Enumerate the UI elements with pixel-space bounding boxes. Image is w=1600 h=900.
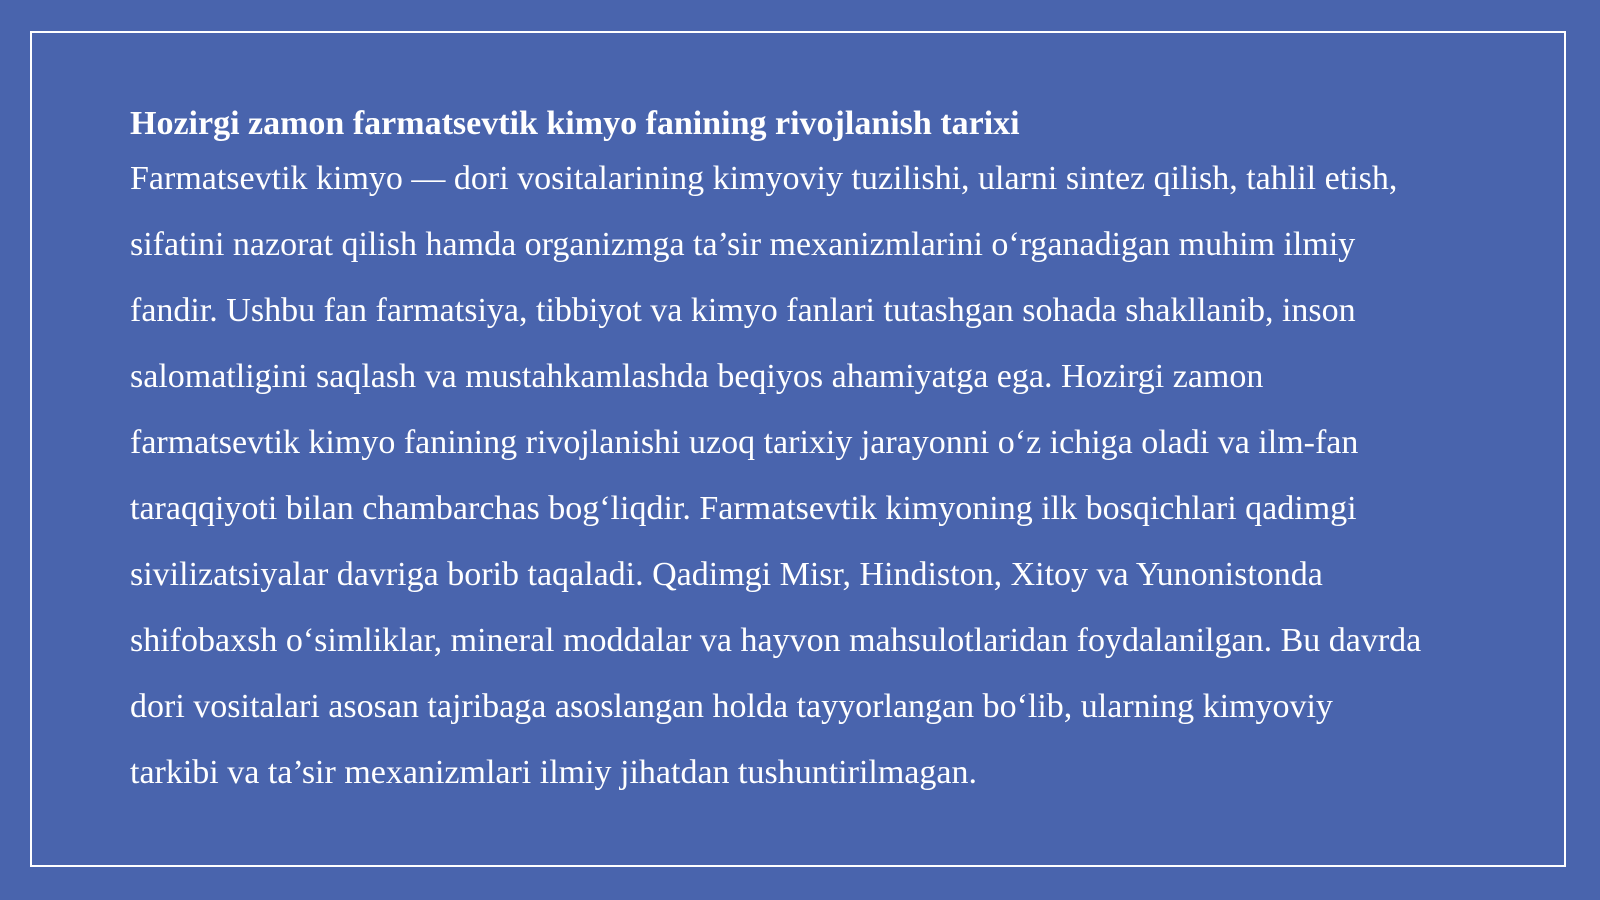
body-line: shifobaxsh o‘simliklar, mineral moddalar va hayvon mahsulotlaridan foydalanilgan. Bu davrda xyxy=(130,622,1422,659)
body-line: tarkibi va ta’sir mexanizmlari ilmiy jihatdan tushuntirilmagan. xyxy=(130,754,977,791)
slide-title: Hozirgi zamon farmatsevtik kimyo fanining rivojlanish tarixi xyxy=(130,105,1020,142)
slide-content xyxy=(130,102,1570,806)
body-line: dori vositalari asosan tajribaga asoslangan holda tayyorlangan bo‘lib, ularning kimyoviy xyxy=(130,688,1333,725)
body-line: sivilizatsiyalar davriga borib taqaladi. Qadimgi Misr, Hindiston, Xitoy va Yunonistonda xyxy=(130,556,1323,593)
body-line: sifatini nazorat qilish hamda organizmga ta’sir mexanizmlarini o‘rganadigan muhim ilmiy xyxy=(130,226,1356,263)
slide-body xyxy=(130,146,1570,806)
body-line: farmatsevtik kimyo fanining rivojlanishi uzoq tarixiy jarayonni o‘z ichiga oladi va ilm-fan xyxy=(130,424,1359,461)
body-line: Farmatsevtik kimyo — dori vositalarining kimyoviy tuzilishi, ularni sintez qilish, tahlil etish, xyxy=(130,160,1398,197)
body-line: taraqqiyoti bilan chambarchas bog‘liqdir. Farmatsevtik kimyoning ilk bosqichlari qadimgi xyxy=(130,490,1357,527)
body-line: fandir. Ushbu fan farmatsiya, tibbiyot va kimyo fanlari tutashgan sohada shakllanib, inson xyxy=(130,292,1356,329)
body-line: salomatligini saqlash va mustahkamlashda beqiyos ahamiyatga ega. Hozirgi zamon xyxy=(130,358,1264,395)
